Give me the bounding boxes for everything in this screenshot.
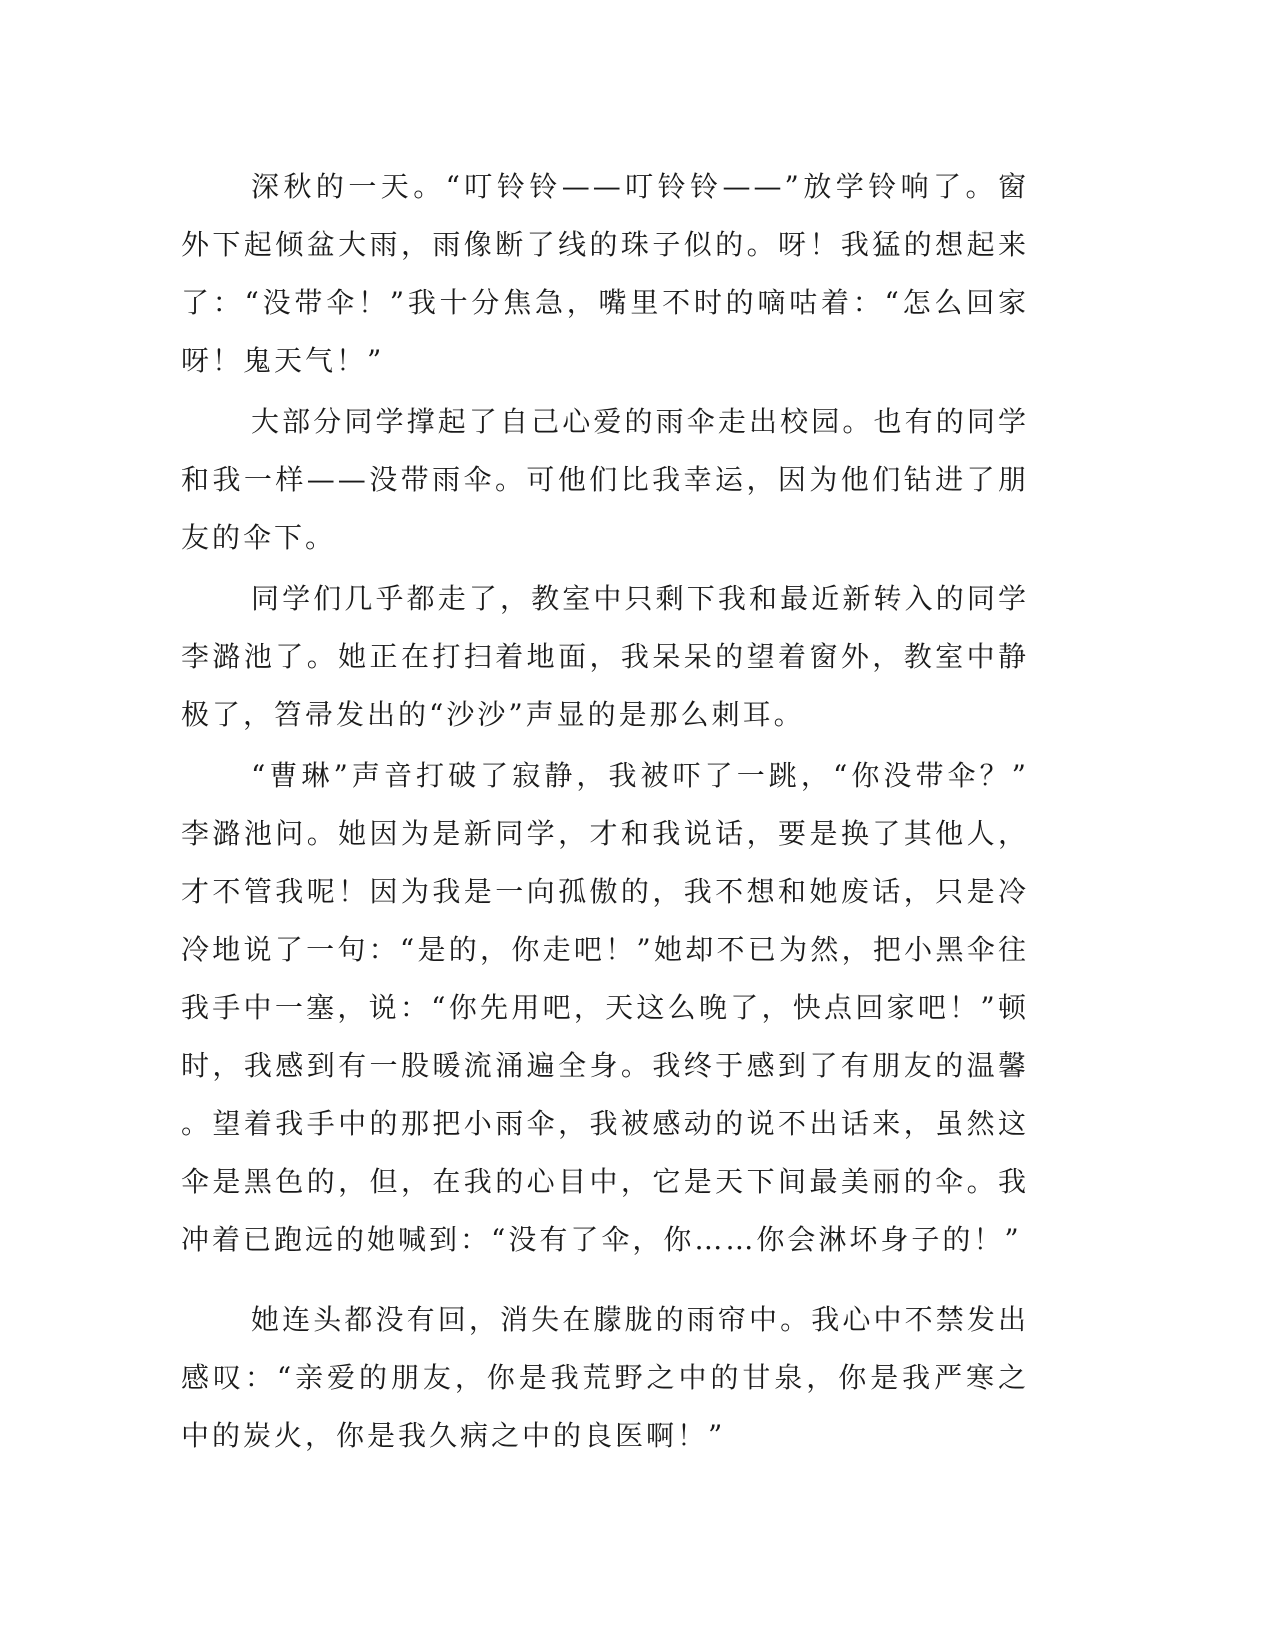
paragraph-2: 大部分同学撑起了自己心爱的雨伞走出校园。也有的同学和我一样——没带雨伞。可他们比我幸运，因为他们钻进了朋友的伞下。 [181,405,1029,554]
paragraph-5: 她连头都没有回，消失在朦胧的雨帘中。我心中不禁发出感叹：“亲爱的朋友，你是我荒野之中的甘泉，你是我严寒之中的炭火，你是我久病之中的良医啊！” [181,1303,1029,1452]
paragraph-1: 深秋的一天。“叮铃铃——叮铃铃——”放学铃响了。窗外下起倾盆大雨，雨像断了线的珠子似的。呀！我猛的想起来了：“没带伞！”我十分焦急，嘴里不时的嘀咕着：“怎么回家呀！鬼天气！” [181,170,1029,377]
document-body [181,158,1029,1468]
paragraph-3: 同学们几乎都走了，教室中只剩下我和最近新转入的同学李潞池了。她正在打扫着地面，我呆呆的望着窗外，教室中静极了，笤帚发出的“沙沙”声显的是那么刺耳。 [181,582,1029,731]
paragraph-4: “曹琳”声音打破了寂静，我被吓了一跳，“你没带伞？”李潞池问。她因为是新同学，才和我说话，要是换了其他人，才不管我呢！因为我是一向孤傲的，我不想和她废话，只是冷冷地说了一句：“是的，你走吧！”她却不已为然，把小黑伞往我手中一塞，说：“你先用吧，天这么晚了，快点回家吧！”顿时，我感到有一股暖流涌遍全身。我终于感到了有朋友的温馨。望着我手中的那把小雨伞，我被感动的说不出话来，虽然这伞是黑色的，但，在我的心目中，它是天下间最美丽的伞。我冲着已跑远的她喊到：“没有了伞，你……你会淋坏身子的！” [181,759,1029,1256]
